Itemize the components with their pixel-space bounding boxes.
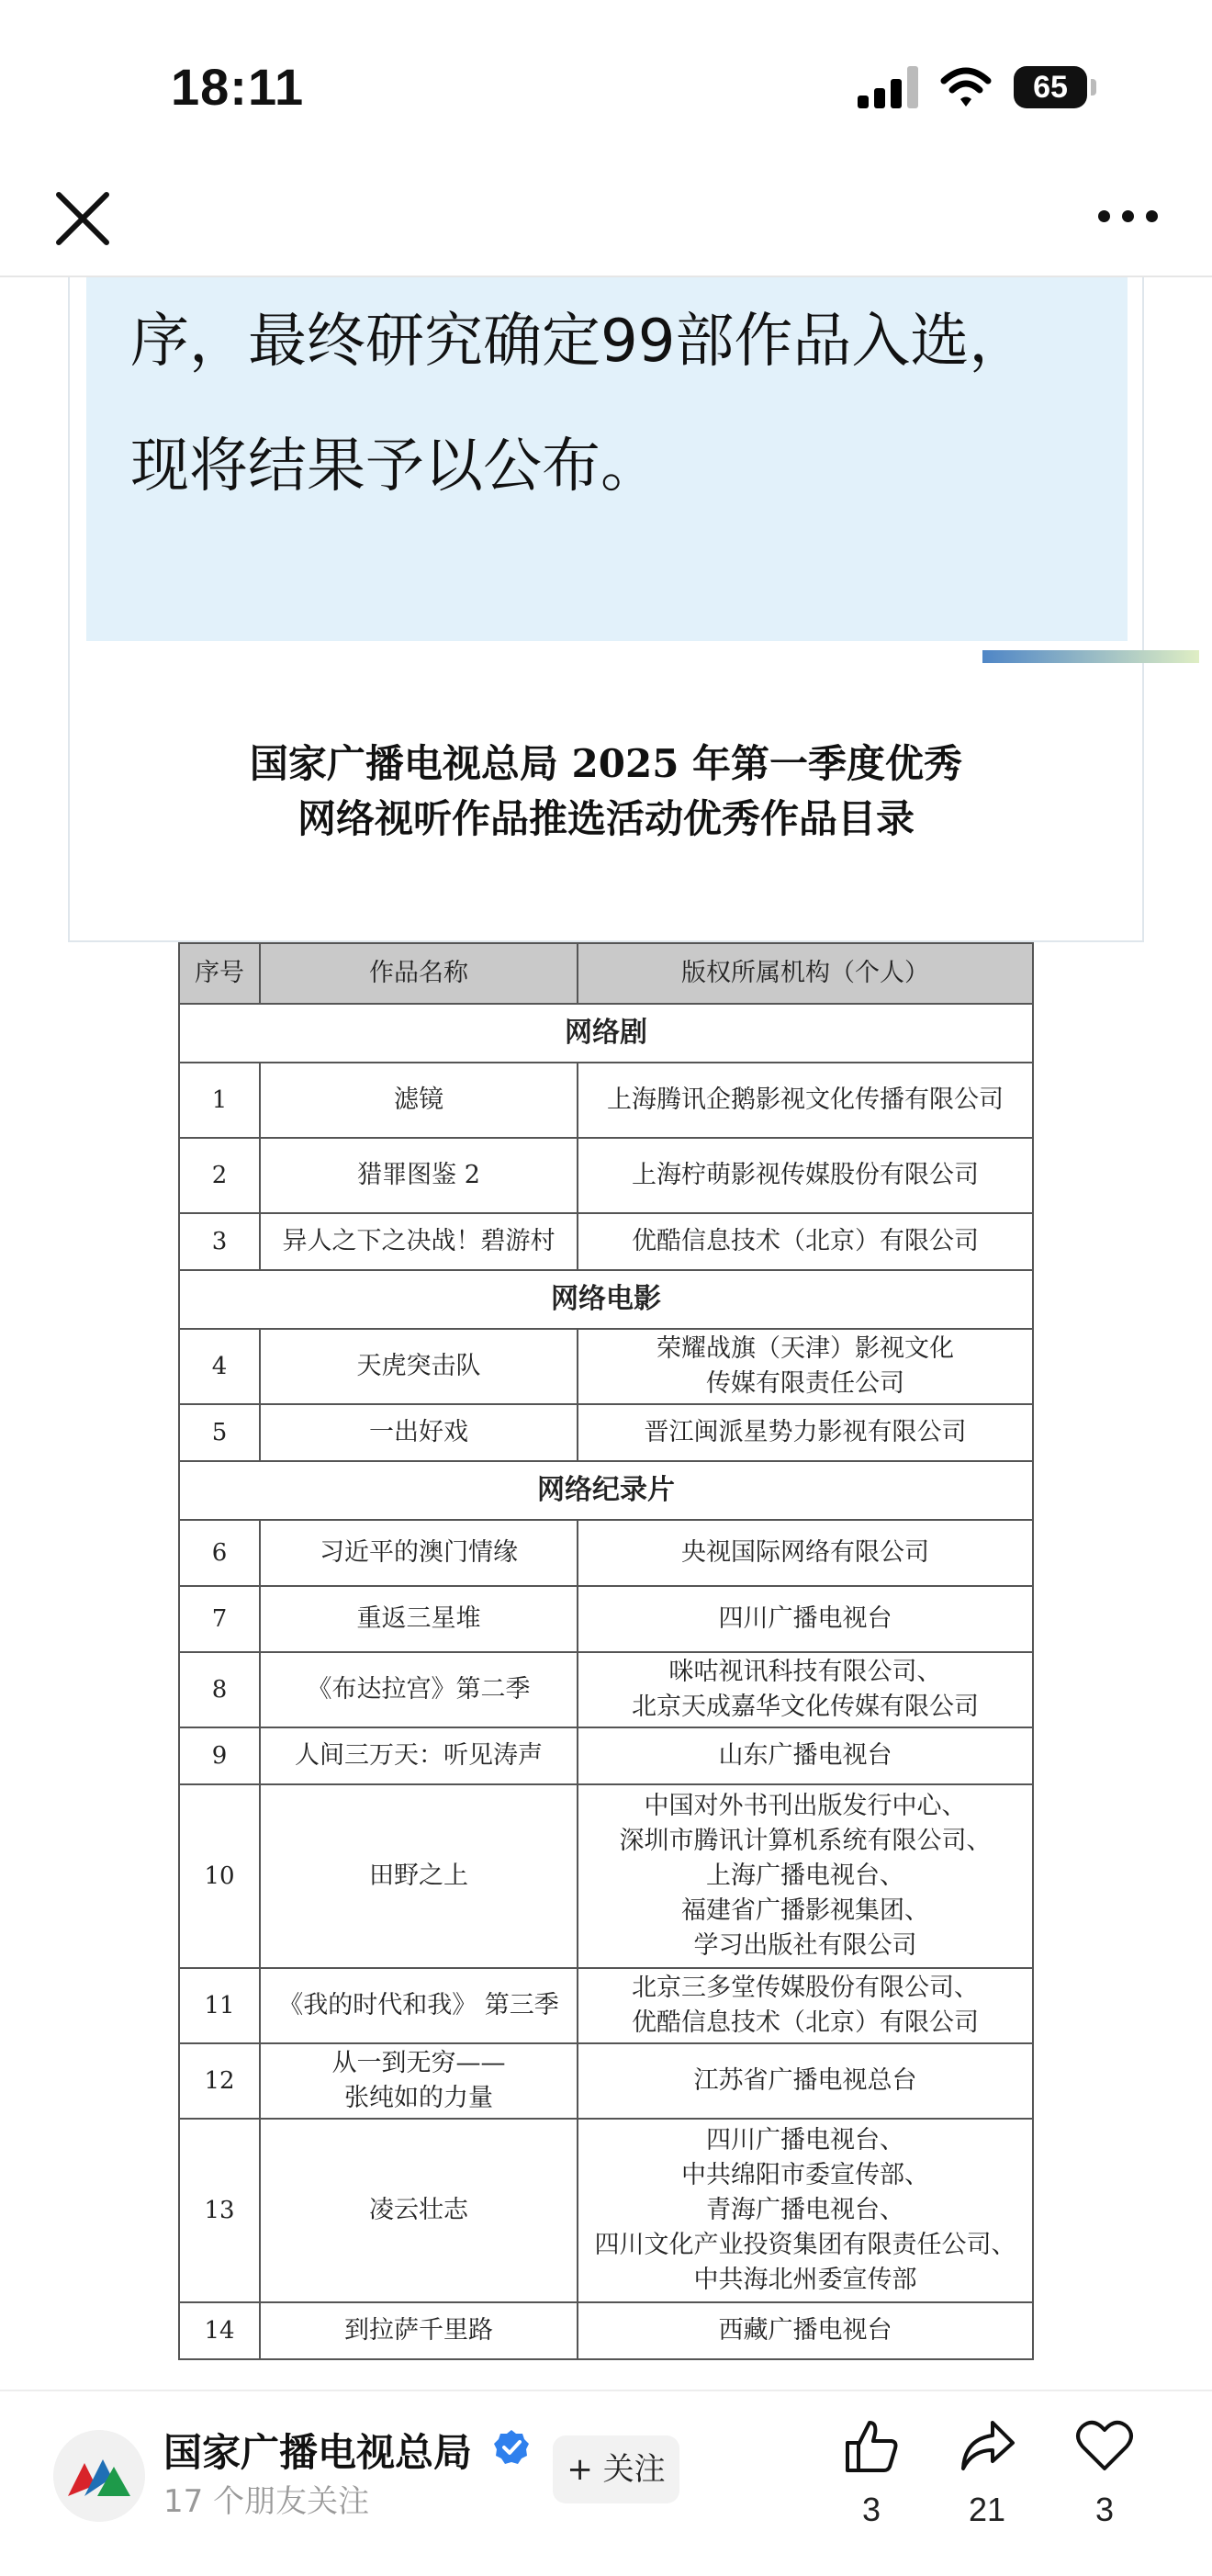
copyright-owner: 优酷信息技术（北京）有限公司 [578,1213,1033,1270]
work-title: 《布达拉宫》第二季 [260,1652,578,1727]
category-label: 网络剧 [179,1004,1033,1063]
wifi-icon [940,64,992,110]
work-title: 《我的时代和我》 第三季 [260,1968,578,2043]
table-row [179,1138,1033,1213]
like-count: 3 [861,2491,881,2528]
share-icon [958,2417,1016,2476]
work-title: 从一到无穷—— 张纯如的力量 [260,2043,578,2119]
category-row [179,1461,1033,1520]
share-button[interactable] [946,2417,1028,2529]
table-row [179,1329,1033,1404]
copyright-owner: 四川广播电视台 [578,1586,1033,1652]
table-header: 版权所属机构（个人） [578,943,1033,1004]
row-number: 11 [179,1968,260,2043]
table-row [179,1784,1033,1968]
doc-title-line2: 网络视听作品推选活动优秀作品目录 [297,796,915,841]
work-title: 到拉萨千里路 [260,2302,578,2359]
category-row [179,1270,1033,1329]
row-number: 2 [179,1138,260,1213]
row-number: 13 [179,2119,260,2302]
work-title: 天虎突击队 [260,1329,578,1404]
table-row [179,1652,1033,1727]
like-button[interactable] [830,2417,913,2529]
row-number: 7 [179,1586,260,1652]
close-icon[interactable] [53,189,112,248]
row-number: 9 [179,1727,260,1784]
copyright-owner: 中国对外书刊出版发行中心、 深圳市腾讯计算机系统有限公司、 上海广播电视台、 福建省广播影视集团、 学习出版社有限公司 [578,1784,1033,1968]
favorite-button[interactable] [1063,2417,1146,2529]
work-title: 异人之下之决战！碧游村 [260,1213,578,1270]
row-number: 4 [179,1329,260,1404]
row-number: 10 [179,1784,260,1968]
thumbs-up-icon [842,2417,901,2476]
verified-badge-icon [492,2428,531,2467]
table-header-row [179,943,1033,1004]
table-row [179,1213,1033,1270]
work-title: 凌云壮志 [260,2119,578,2302]
row-number: 5 [179,1404,260,1461]
quote-text: 序，最终研究确定99部作品入选，现将结果予以公布。 [130,308,1028,501]
copyright-owner: 上海腾讯企鹅影视文化传播有限公司 [578,1063,1033,1138]
quote-accent-stripe [982,650,1199,663]
row-number: 12 [179,2043,260,2119]
table-row [179,2302,1033,2359]
more-options-icon[interactable] [1098,202,1159,230]
table-row [179,1063,1033,1138]
work-title: 田野之上 [260,1784,578,1968]
top-nav-bar [0,174,1212,277]
table-row [179,1586,1033,1652]
work-title: 重返三星堆 [260,1586,578,1652]
status-bar [0,0,1212,174]
category-label: 网络纪录片 [179,1461,1033,1520]
battery-icon [1014,66,1096,108]
table-row [179,1968,1033,2043]
favorite-count: 3 [1094,2491,1115,2528]
row-number: 3 [179,1213,260,1270]
article-content[interactable] [0,277,1212,2390]
share-count: 21 [968,2491,1006,2528]
copyright-owner: 央视国际网络有限公司 [578,1520,1033,1586]
table-header: 序号 [179,943,260,1004]
row-number: 14 [179,2302,260,2359]
copyright-owner: 四川广播电视台、 中共绵阳市委宣传部、 青海广播电视台、 四川文化产业投资集团有限责任公司、 中共海北州委宣传部 [578,2119,1033,2302]
table-row [179,2119,1033,2302]
table-row [179,1727,1033,1784]
status-time: 18:11 [171,58,305,116]
account-avatar[interactable] [53,2430,145,2522]
copyright-owner: 江苏省广播电视总台 [578,2043,1033,2119]
doc-title-line1: 国家广播电视总局 2025 年第一季度优秀 [249,741,963,786]
copyright-owner: 晋江闽派星势力影视有限公司 [578,1404,1033,1461]
doc-title [0,737,1212,847]
work-title: 习近平的澳门情缘 [260,1520,578,1586]
follower-info: 17 个朋友关注 [163,2483,370,2520]
table-header: 作品名称 [260,943,578,1004]
table-row [179,2043,1033,2119]
row-number: 6 [179,1520,260,1586]
work-title: 滤镜 [260,1063,578,1138]
works-table [178,942,1034,2360]
copyright-owner: 山东广播电视台 [578,1727,1033,1784]
copyright-owner: 北京三多堂传媒股份有限公司、 优酷信息技术（北京）有限公司 [578,1968,1033,2043]
row-number: 1 [179,1063,260,1138]
table-row [179,1404,1033,1461]
follow-button[interactable]: + 关注 [553,2435,679,2503]
copyright-owner: 西藏广播电视台 [578,2302,1033,2359]
copyright-owner: 上海柠萌影视传媒股份有限公司 [578,1138,1033,1213]
heart-icon [1075,2417,1134,2476]
work-title: 猎罪图鉴 2 [260,1138,578,1213]
copyright-owner: 咪咕视讯科技有限公司、 北京天成嘉华文化传媒有限公司 [578,1652,1033,1727]
category-label: 网络电影 [179,1270,1033,1329]
account-name[interactable]: 国家广播电视总局 [163,2430,473,2475]
bottom-action-bar [0,2390,1212,2576]
copyright-owner: 荣耀战旗（天津）影视文化 传媒有限责任公司 [578,1329,1033,1404]
category-row [179,1004,1033,1063]
work-title: 人间三万天：听见涛声 [260,1727,578,1784]
work-title: 一出好戏 [260,1404,578,1461]
table-row [179,1520,1033,1586]
row-number: 8 [179,1652,260,1727]
cellular-signal-icon [858,66,922,108]
battery-level: 65 [1014,66,1087,108]
